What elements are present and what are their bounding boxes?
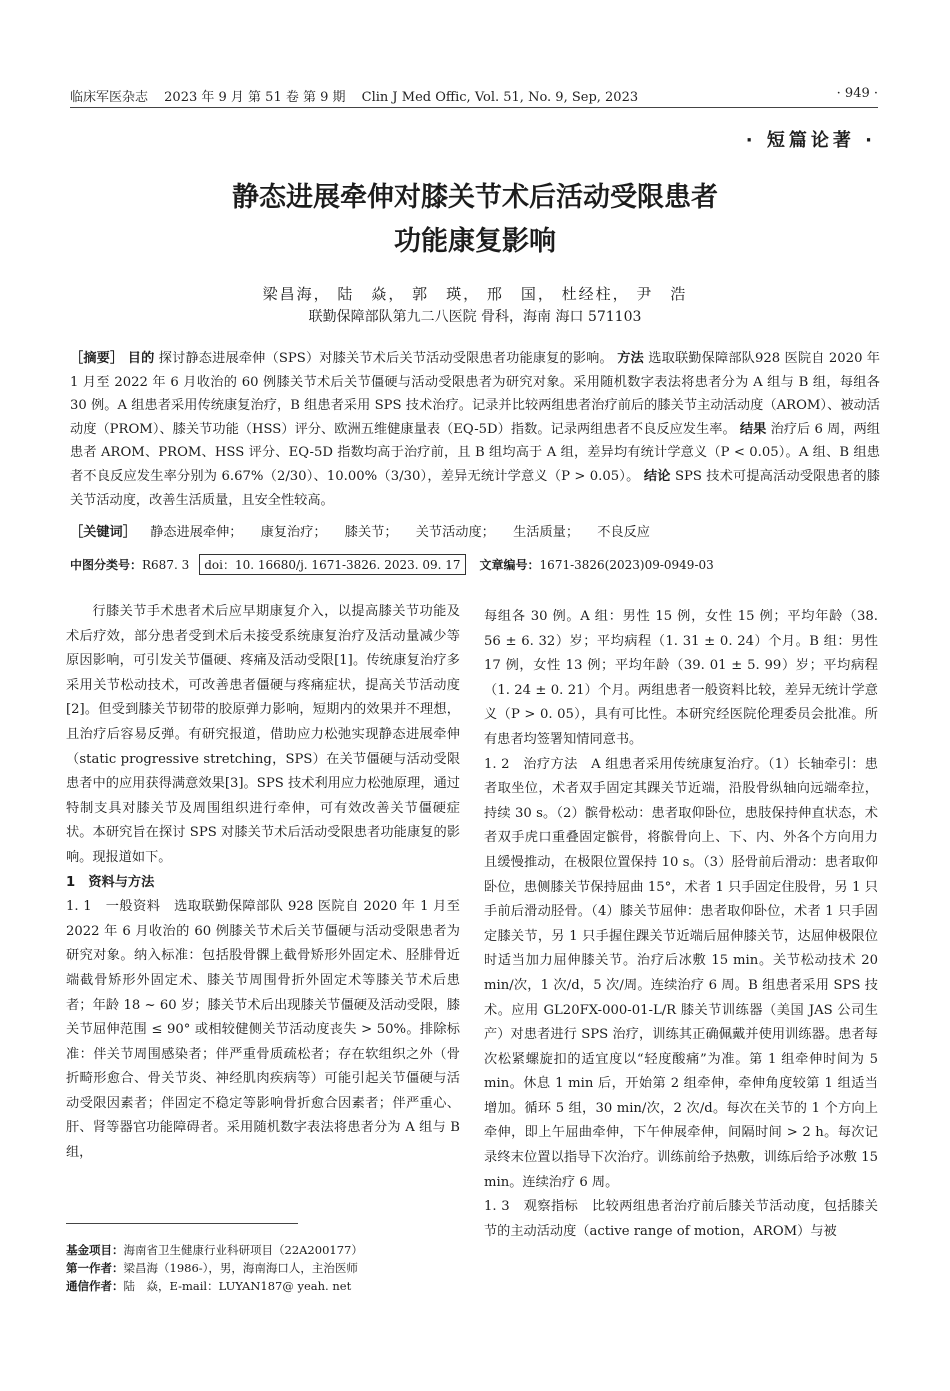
subsection-1-1: 1. 1 一般资料 选取联勤保障部队 928 医院自 2020 年 1 月至 2022 年 6 月收治的 60 例膝关节术后关节僵硬与活动受限患者为研究对象。纳入标准：包括股骨髁上截骨矫形外固定术、胫腓骨近端截骨矫形外固定术、膝关节周围骨折外固定术等膝关节术后患者；年龄 18 ~ 60 岁；膝关节术后出现膝关节僵硬及活动受限，膝关节屈伸范围 ≤ 90° 或相较健侧关节活动度丧失 > 50%。排除标准：伴关节周围感染者；伴严重骨质疏松者；存在软组织之外（骨折畸形愈合、骨关节炎、神经肌肉疾病等）可能引起关节僵硬与活动受限因素者；伴固定不稳定等影响骨折愈合因素者；伴严重心、肝、肾等器官功能障碍者。采用随机数字表法将患者分为 A 组与 B 组，	[66, 899, 460, 1161]
issue-info: 2023 年 9 月 第 51 卷 第 9 期	[164, 90, 346, 105]
doi[interactable]: doi：10. 16680/j. 1671-3826. 2023. 09. 17	[199, 554, 465, 575]
conclusion-label: 结论	[643, 468, 671, 484]
title-line-2: 功能康复影响	[394, 226, 556, 257]
author-list: 梁昌海， 陆 焱， 郭 瑛， 邢 国， 杜经柱， 尹 浩	[262, 285, 688, 303]
abstract-label: ［摘要］	[70, 351, 124, 366]
keyword: 膝关节；	[344, 525, 398, 540]
clc-code: R687. 3	[142, 557, 190, 572]
intro-paragraph: 行膝关节手术患者术后应早期康复介入，以提高膝关节功能及术后疗效，部分患者受到术后未接受系统康复治疗及活动量减少等原因影响，可引发关节僵硬、疼痛及活动受限[1]。传统康复治疗多采用关节松动技术，可改善患者僵硬与疼痛症状，提高关节活动度[2]。但受到膝关节韧带的胶原弹力影响，短期内的效果并不理想，且治疗后容易反弹。有研究报道，借助应力松弛实现静态进展牵伸（static progressive stretching，SPS）在关节僵硬与活动受限患者中的应用获得满意效果[3]。SPS 技术利用应力松弛原理，通过特制支具对膝关节及周围组织进行牵伸，可有效改善关节僵硬症状。本研究旨在探讨 SPS 对膝关节术后活动受限患者功能康复的影响。现报道如下。	[66, 604, 460, 865]
footnote-divider	[66, 1223, 298, 1224]
page-number: · 949 ·	[836, 86, 878, 101]
body-column-right	[484, 605, 878, 1244]
article-title	[0, 176, 950, 264]
subsection-1-2: 1. 2 治疗方法 A 组患者采用传统康复治疗。（1）长轴牵引：患者取坐位，术者双手固定其踝关节近端，沿股骨纵轴向远端牵拉，持续 30 s。（2）髌骨松动：患者取仰卧位，患肢保持伸直状态，术者双手虎口重叠固定髌骨，将髌骨向上、下、内、外各个方向用力且缓慢推动，在极限位置保持 10 s。（3）胫骨前后滑动：患者取仰卧位，患侧膝关节保持屈曲 15°，术者 1 只手固定住股骨，另 1 只手前后滑动胫骨。（4）膝关节屈伸：患者取仰卧位，术者 1 只手固定膝关节，另 1 只手握住踝关节近端后屈伸膝关节，达屈伸极限位时适当加力屈伸膝关节。治疗后冰敷 15 min。关节松动技术 20 min/次，1 次/d，5 次/周。连续治疗 6 周。B 组患者采用 SPS 技术。应用 GL20FX-000-01-L/R 膝关节训练器（美国 JAS 公司生产）对患者进行 SPS 治疗，训练其正确佩戴并使用训练器。患者每次松紧螺旋扣的适宜度以“轻度酸痛”为准。第 1 组牵伸时间为 5 min。休息 1 min 后，开始第 2 组牵伸，牵伸角度较第 1 组适当增加。循环 5 组，30 min/次，2 次/d。每次在关节的 1 个方向上牵伸，即上午屈曲牵伸，下午伸展牵伸，间隔时间 > 2 h。每次记录终末位置以指导下次治疗。训练前给予热敷，训练后给予冰敷 15 min。连续治疗 6 周。	[484, 756, 878, 1190]
corresponding-label: 通信作者：	[66, 1279, 124, 1293]
section-heading-1: 1 资料与方法	[66, 874, 155, 890]
result-label: 结果	[739, 421, 767, 437]
fund-line	[66, 1241, 466, 1259]
header-divider	[70, 107, 878, 108]
first-author-label: 第一作者：	[66, 1261, 124, 1275]
classification-line	[70, 554, 880, 575]
keyword: 静态进展牵伸；	[150, 525, 243, 540]
keywords-label: ［关键词］	[70, 525, 136, 540]
purpose-text: 探讨静态进展牵伸（SPS）对膝关节术后关节活动受限患者功能康复的影响。	[158, 351, 613, 366]
body-column-left	[66, 600, 460, 1166]
keyword: 生活质量；	[513, 525, 580, 540]
subsection-1-3: 1. 3 观察指标 比较两组患者治疗前后膝关节活动度，包括膝关节的主动活动度（active range of motion，AROM）与被	[484, 1199, 878, 1239]
citation-info: Clin J Med Offic, Vol. 51, No. 9, Sep, 2023	[361, 90, 639, 105]
footnote	[66, 1241, 466, 1295]
affiliation: 联勤保障部队第九二八医院 骨科，海南 海口 571103	[308, 309, 642, 325]
abstract	[70, 347, 880, 512]
article-number: 1671-3826(2023)09-0949-03	[539, 557, 714, 572]
purpose-label: 目的	[127, 351, 155, 366]
corresponding-line	[66, 1277, 466, 1295]
keyword: 康复治疗；	[260, 525, 327, 540]
subsection-1-1-continued: 每组各 30 例。A 组：男性 15 例，女性 15 例；平均年龄（38. 56 ± 6. 32）岁；平均病程（1. 31 ± 0. 24）个月。B 组：男性 17 例，女性 13 例；平均年龄（39. 01 ± 5. 99）岁；平均病程（1. 24 ± 0. 21）个月。两组患者一般资料比较，差异无统计学意义（P > 0. 05），具有可比性。本研究经医院伦理委员会批准。所有患者均签署知情同意书。	[484, 609, 878, 747]
article-number-label: 文章编号：	[479, 558, 540, 572]
conclusion-text: SPS 技术可提高活动受限患者的膝关节活动度，改善生活质量，且安全性较高。	[70, 468, 880, 508]
first-author-line	[66, 1259, 466, 1277]
running-header	[70, 86, 878, 105]
title-line-1: 静态进展牵伸对膝关节术后活动受限患者	[232, 182, 718, 213]
first-author-text: 梁昌海（1986-），男，海南海口人，主治医师	[123, 1261, 358, 1275]
result-text: 治疗后 6 周，两组患者 AROM、PROM、HSS 评分、EQ-5D 指数均高于治疗前，且 B 组均高于 A 组，差异均有统计学意义（P < 0.05）。A 组、B 组患者不良反应发生率分别为 6.67%（2/30）、10.00%（3/30），差异无统计学意义（P > 0.05）。	[70, 421, 880, 484]
corresponding-text: 陆 焱，E-mail：LUYAN187@ yeah. net	[123, 1279, 352, 1293]
section-label: · 短篇论著 ·	[745, 130, 876, 151]
clc-label: 中图分类号：	[70, 558, 143, 572]
fund-text: 海南省卫生健康行业科研项目（22A200177）	[123, 1243, 363, 1257]
keyword: 不良反应	[597, 525, 650, 540]
keyword: 关节活动度；	[415, 525, 495, 540]
fund-label: 基金项目：	[66, 1243, 124, 1257]
keywords	[70, 521, 880, 540]
method-text: 选取联勤保障部队928 医院自 2020 年 1 月至 2022 年 6 月收治的 60 例膝关节术后关节僵硬与活动受限患者为研究对象。采用随机数字表法将患者分为 A 组与 B 组，每组各 30 例。A 组患者采用传统康复治疗，B 组患者采用 SPS 技术治疗。记录并比较两组患者治疗前后的膝关节主动活动度（AROM）、被动活动度（PROM）、膝关节功能（HSS）评分、欧洲五维健康量表（EQ-5D）指数。记录两组患者不良反应发生率。	[70, 351, 880, 437]
journal-name: 临床军医杂志	[70, 90, 149, 105]
method-label: 方法	[617, 351, 644, 366]
